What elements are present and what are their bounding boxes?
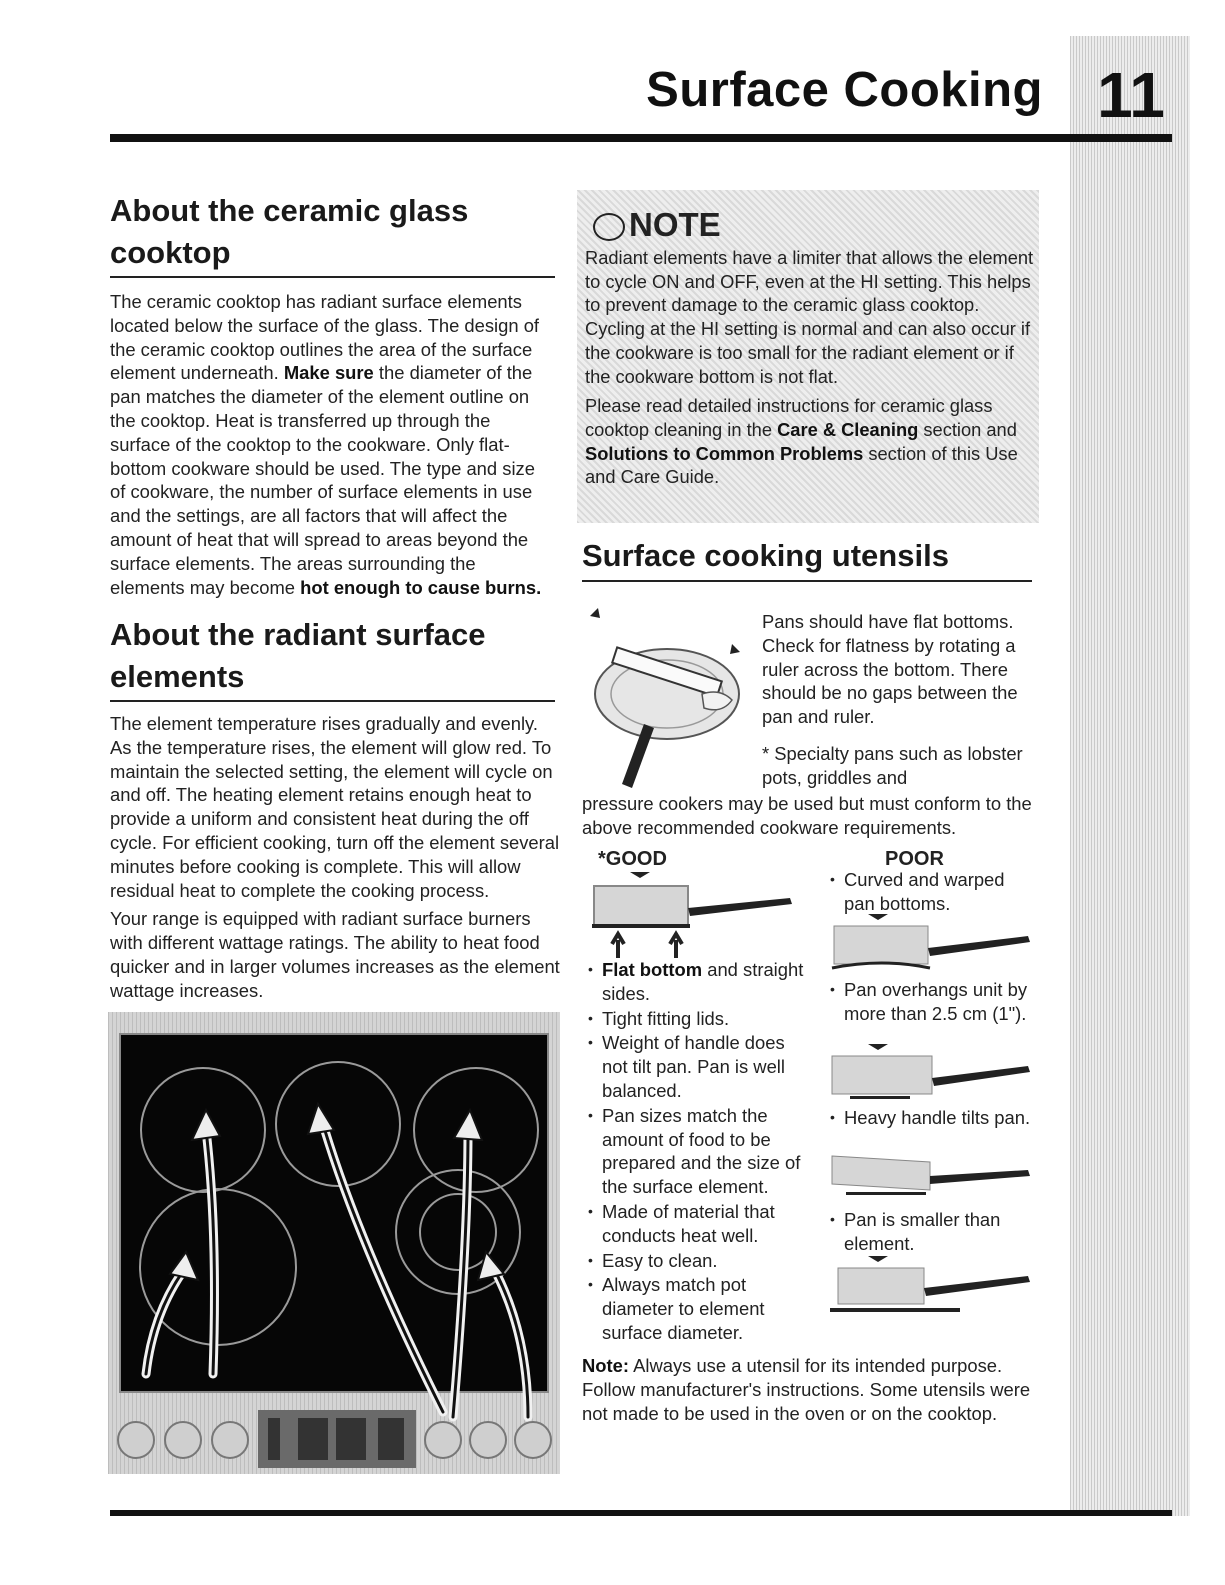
knob-3: [212, 1422, 248, 1458]
radiant-body: [110, 712, 560, 1008]
radiant-heading-line1: About the radiant surface: [110, 617, 486, 652]
ceramic-text-bold1: Make sure: [283, 362, 374, 384]
note-para2: [585, 394, 1035, 489]
good-item-text: Tight fitting lids.: [602, 1007, 730, 1029]
poor-list-2: [826, 978, 1036, 1027]
good-item-1: [602, 958, 804, 1006]
poor-item-2: • Pan overhangs unit by more than 2.5 cm (1").: [844, 978, 1036, 1026]
note-label: NOTE: [629, 206, 721, 243]
rotate-arrow-left-icon: [590, 608, 600, 618]
utensils-heading-rule: [582, 580, 1032, 582]
good-label: *GOOD: [598, 848, 667, 870]
note-para2-a: Please read detailed instructions for ceramic glass cooktop cleaning in the: [585, 395, 993, 440]
knob-5: [470, 1422, 506, 1458]
good-item-text: Made of material that conducts heat well.: [602, 1200, 775, 1246]
note-text: [585, 246, 1035, 495]
note-para2-b: section and: [918, 418, 1017, 440]
good-item-2: [602, 1007, 804, 1031]
good-item-text: Weight of handle does not tilt pan. Pan is well balanced.: [602, 1032, 785, 1101]
poor-pan-overhang: [830, 1042, 1035, 1104]
knob-2: [165, 1422, 201, 1458]
good-item-text: Easy to clean.: [602, 1249, 718, 1271]
radiant-heading-rule: [110, 700, 555, 702]
chapter-tab: [1070, 36, 1190, 1516]
specialty-text-1: * Specialty pans such as lobster pots, griddles and: [762, 743, 1023, 788]
note-para2-c: section of this Use and Care Guide.: [585, 442, 1018, 488]
knob-6: [515, 1422, 551, 1458]
poor-list-4: [826, 1208, 1036, 1257]
ceramic-heading-line2: cooktop: [110, 235, 231, 270]
ceramic-text-b: the diameter of the pan matches the diameter of the element outline on the cooktop. Heat is transferred up through the surface of the cooktop to the cookware. Only flat-bottom cookware should be used. The type and size of cookware, the number of surface elements in use and the settings, are all factors that will affect the amount of heat that will spread to areas beyond the surface elements. The areas surrounding the elements may become: [110, 362, 535, 598]
ruler-check-illustration: [582, 604, 752, 794]
utensil-note-label: Note:: [582, 1355, 629, 1376]
ceramic-heading: [110, 190, 468, 274]
poor-pan-tilted: [830, 1150, 1035, 1200]
good-list: [584, 958, 804, 1346]
poor-label: POOR: [885, 848, 944, 870]
radiant-para2: Your range is equipped with radiant surface burners with different wattage ratings. The ability to heat food quicker and in larger volumes increases as the element wattage increases.: [110, 908, 560, 1001]
good-item-bold: Flat bottom: [602, 959, 703, 980]
ceramic-text-a: The ceramic cooktop has radiant surface elements located below the surface of the glass. The design of the ceramic cooktop outlines the area of the surface element underneath.: [110, 291, 540, 384]
ceramic-text-bold2: hot enough to cause burns.: [300, 576, 542, 598]
footer-rule: [110, 1510, 1172, 1516]
note-header: [593, 206, 721, 244]
page-title: Surface Cooking: [646, 63, 1043, 117]
good-item-7: [602, 1273, 804, 1344]
utensil-note-text: Always use a utensil for its intended purpose. Follow manufacturer's instructions. Some utensils were not made to be used in the oven or on the cooktop.: [582, 1355, 1031, 1424]
note-box: [577, 190, 1039, 523]
radiant-heading-line2: elements: [110, 659, 245, 694]
header-rule: [110, 134, 1172, 142]
good-pan-illustration: [590, 872, 810, 962]
good-item-6: [602, 1249, 804, 1273]
good-item-text: Always match pot diameter to element surface diameter.: [602, 1274, 765, 1343]
good-item-5: [602, 1200, 804, 1248]
poor-item-1: • Curved and warped pan bottoms.: [844, 868, 1036, 916]
note-solutions: Solutions to Common Problems: [585, 442, 864, 464]
good-item-3: [602, 1031, 804, 1102]
poor-item-3: • Heavy handle tilts pan.: [844, 1106, 1036, 1130]
utensils-heading: Surface cooking utensils: [582, 538, 949, 573]
good-item-text: and straight sides.: [602, 959, 804, 1004]
note-care-cleaning: Care & Cleaning: [777, 418, 919, 440]
flatness-text: Pans should have flat bottoms. Check for flatness by rotating a ruler across the bottom. There should be no gaps between the pan and ruler.: [762, 611, 1018, 728]
good-item-4: [602, 1104, 804, 1199]
ceramic-body: [110, 290, 555, 599]
utensil-note: [582, 1354, 1037, 1425]
good-item-text: Pan sizes match the amount of food to be prepared and the size of the surface element.: [602, 1104, 801, 1198]
specialty-text-2: pressure cookers may be used but must conform to the above recommended cookware requirements.: [582, 793, 1032, 838]
rotate-arrow-right-icon: [730, 644, 740, 654]
knob-1: [118, 1422, 154, 1458]
poor-pan-warped: [830, 912, 1035, 974]
note-icon: [593, 213, 625, 241]
poor-pan-small: [830, 1254, 1035, 1318]
poor-list-3: [826, 1106, 1036, 1131]
knob-4: [425, 1422, 461, 1458]
ceramic-heading-rule: [110, 276, 555, 278]
page-number: 11: [1097, 59, 1165, 131]
radiant-para1: The element temperature rises gradually and evenly. As the temperature rises, the element will glow red. To maintain the selected setting, the element will cycle on and off. The heating element retains enough heat to provide a uniform and consistent heat during the off cycle. For efficient cooking, turn off the element several minutes before cooking is complete. This will allow residual heat to complete the cooking process.: [110, 713, 560, 901]
cooktop-illustration: [108, 1012, 560, 1474]
poor-item-4: • Pan is smaller than element.: [844, 1208, 1036, 1256]
note-para1: Radiant elements have a limiter that allows the element to cycle ON and OFF, even at the HI setting. This helps to prevent damage to the ceramic glass cooktop. Cycling at the HI setting is normal and can also occur if the cookware is too small for the radiant element or if the cookware bottom is not flat.: [585, 247, 1034, 387]
radiant-heading: [110, 614, 486, 698]
ceramic-heading-line1: About the ceramic glass: [110, 193, 469, 228]
poor-list: [826, 868, 1036, 917]
